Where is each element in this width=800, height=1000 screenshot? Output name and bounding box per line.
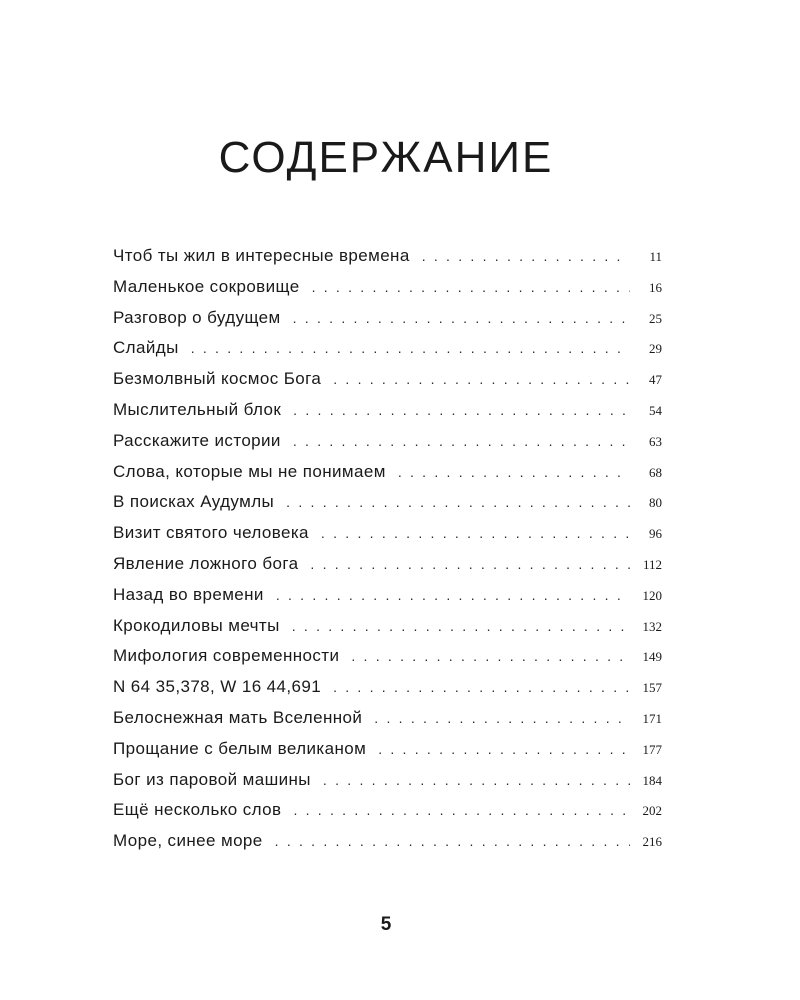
toc-entry-page: 120 — [642, 587, 662, 603]
toc-entry[interactable] — [113, 646, 662, 677]
toc-entry-title: Явление ложного бога — [113, 553, 299, 573]
toc-entry[interactable] — [113, 831, 662, 862]
dot-leader — [191, 340, 630, 356]
dot-leader — [293, 310, 630, 326]
toc-entry-page: 80 — [649, 495, 662, 511]
toc-entry[interactable] — [113, 492, 662, 523]
page-title: СОДЕРЖАНИЕ — [218, 133, 554, 182]
dot-leader — [422, 248, 630, 264]
toc-entry-title: Крокодиловы мечты — [113, 615, 280, 635]
toc-entry-page: 132 — [642, 618, 662, 634]
toc-entry-title: Чтоб ты жил в интересные времена — [113, 246, 410, 265]
dot-leader — [333, 371, 630, 387]
toc-entry-title: Ещё несколько слов — [113, 800, 282, 820]
toc-entry[interactable] — [113, 616, 662, 647]
toc-entry-page: 202 — [642, 803, 662, 819]
dot-leader — [312, 279, 630, 295]
dot-leader — [293, 433, 630, 449]
toc-entry-page: 184 — [642, 772, 662, 788]
toc-entry[interactable] — [113, 369, 662, 400]
toc-entry-page: 149 — [642, 649, 662, 665]
toc-entry-title: Визит святого человека — [113, 523, 309, 543]
toc-entry-page: 171 — [642, 710, 662, 726]
toc-entry-page: 157 — [642, 680, 662, 696]
toc-entry[interactable] — [113, 800, 662, 831]
dot-leader — [293, 402, 630, 418]
toc-entry-title: В поисках Аудумлы — [113, 492, 275, 512]
dot-leader — [333, 679, 630, 695]
toc-entry[interactable] — [113, 431, 662, 462]
toc-entry-page: 47 — [649, 372, 662, 388]
toc-entry-page: 177 — [642, 741, 662, 757]
dot-leader — [323, 772, 630, 788]
toc-entry-title: Мифология современности — [113, 646, 340, 666]
toc-entry-title: Назад во времени — [113, 584, 264, 604]
dot-leader — [275, 833, 630, 849]
toc-entry-page: 11 — [649, 249, 662, 264]
toc-entry-title: Бог из паровой машины — [113, 769, 311, 789]
toc-entry-page: 96 — [649, 526, 662, 542]
dot-leader — [310, 556, 630, 572]
toc-entry[interactable] — [113, 677, 662, 708]
toc-entry-title: N 64 35,378, W 16 44,691 — [113, 677, 322, 697]
toc-entry[interactable] — [113, 708, 662, 739]
toc-entry-title: Слова, которые мы не понимаем — [113, 461, 386, 481]
dot-leader — [321, 525, 630, 541]
toc-entry-title: Мыслительный блок — [113, 399, 282, 419]
toc-entry-title: Прощание с белым великаном — [113, 738, 367, 758]
toc-entry-page: 29 — [649, 341, 662, 357]
toc-entry[interactable] — [113, 554, 662, 585]
dot-leader — [374, 710, 630, 726]
dot-leader — [378, 741, 630, 757]
toc-entry[interactable] — [113, 308, 662, 339]
toc-entry-page: 16 — [649, 279, 662, 295]
dot-leader — [293, 802, 630, 818]
toc-entry-page: 68 — [649, 464, 662, 480]
toc-entry-title: Море, синее море — [113, 831, 263, 851]
toc-entry-page: 25 — [649, 310, 662, 326]
toc-entry-title: Безмолвный космос Бога — [113, 369, 322, 389]
toc-entry-page: 63 — [649, 433, 662, 449]
toc-entry[interactable] — [113, 338, 662, 369]
toc-entry-title: Белоснежная мать Вселенной — [113, 707, 363, 727]
toc-entry[interactable] — [113, 585, 662, 616]
toc-entry-title: Слайды — [113, 338, 179, 358]
page-number: 5 — [380, 914, 392, 935]
dot-leader — [292, 618, 630, 634]
toc-entry-title: Маленькое сокровище — [113, 276, 300, 296]
toc-entry[interactable] — [113, 770, 662, 801]
toc-entry-page: 112 — [642, 556, 662, 572]
toc-entry[interactable] — [113, 739, 662, 770]
toc-entry-page: 216 — [642, 834, 662, 850]
table-of-contents — [113, 246, 662, 862]
toc-entry[interactable] — [113, 246, 662, 277]
dot-leader — [286, 494, 630, 510]
toc-entry-title: Разговор о будущем — [113, 307, 281, 327]
toc-entry-page: 54 — [649, 402, 662, 418]
dot-leader — [276, 587, 630, 603]
dot-leader — [398, 464, 630, 480]
toc-entry[interactable] — [113, 462, 662, 493]
dot-leader — [351, 648, 630, 664]
toc-entry[interactable] — [113, 400, 662, 431]
toc-entry[interactable] — [113, 277, 662, 308]
toc-entry-title: Расскажите истории — [113, 430, 281, 450]
toc-entry[interactable] — [113, 523, 662, 554]
